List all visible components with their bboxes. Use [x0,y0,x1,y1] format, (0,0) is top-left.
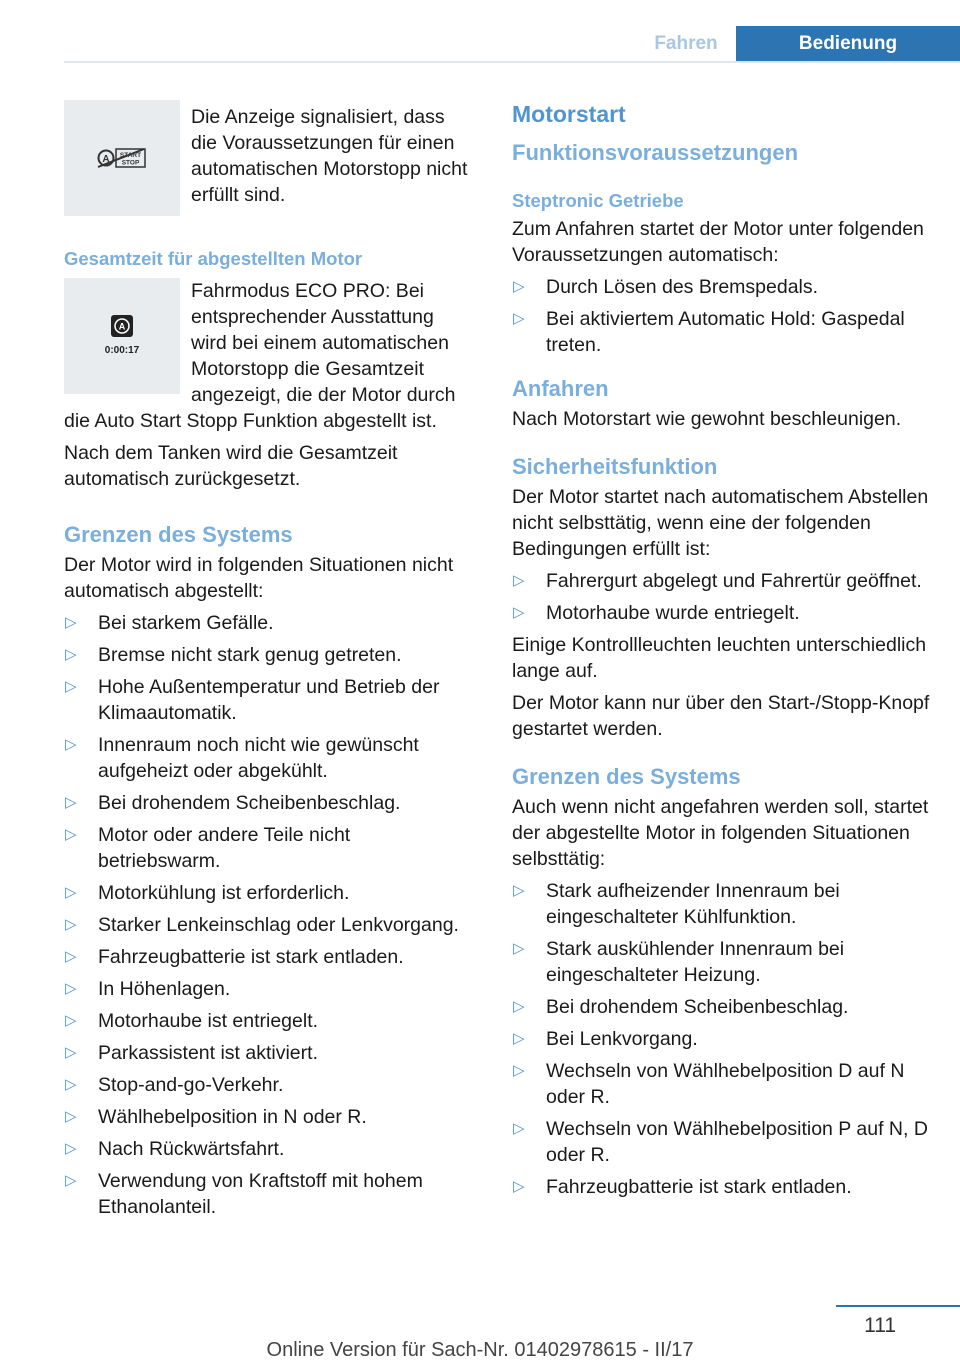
list-item: ▷ Nach Rückwärtsfahrt. [65,1138,285,1160]
list-item: ▷ Bremse nicht stark genug getreten. [65,644,402,666]
list-item: ▷ Innenraum noch nicht wie gewünscht aufgeheizt oder abgekühlt. [65,734,419,782]
bullet-arrow-icon: ▷ [65,646,77,663]
left-column [64,100,468,1226]
start-stop-crossed-icon [64,100,180,216]
svg-text:A: A [118,321,126,332]
eco-pro-description: Fahrmodus ECO PRO: Bei entsprechender Ausstattung wird bei einem automatischen Motorstopp die Gesamtzeit angezeigt, die der Motor durch die Auto Start Stopp Funktion abgestellt ist. [64,280,456,432]
grenzen-intro-left: Der Motor wird in folgenden Situationen nicht automatisch abgestellt: [64,554,454,602]
list-item: ▷ Motorhaube wurde entriegelt. [513,602,800,624]
bullet-arrow-icon: ▷ [65,980,77,997]
bullet-arrow-icon: ▷ [65,736,77,753]
safety-conditions-list [512,568,932,626]
footer-rule [836,1305,960,1307]
kontrollleuchten-paragraph: Einige Kontrollleuchten leuchten unterschiedlich lange auf. [512,634,927,682]
indicator-description: Die Anzeige signalisiert, dass die Voraussetzungen für einen automatischen Motorstopp nicht erfüllt sind. [191,106,468,206]
bullet-arrow-icon: ▷ [513,310,525,327]
heading-sicherheitsfunktion: Sicherheitsfunktion [512,454,718,479]
heading-anfahren: Anfahren [512,376,609,401]
heading-funktionsvoraussetzungen: Funktionsvoraussetzungen [512,140,799,165]
bullet-arrow-icon: ▷ [65,916,77,933]
start-stopp-knopf-paragraph: Der Motor kann nur über den Start-/Stopp-Knopf gestartet werden. [512,692,930,740]
heading-motorstart: Motorstart [512,101,626,127]
bullet-arrow-icon: ▷ [513,278,525,295]
heading-grenzen-left: Grenzen des Systems [64,522,293,547]
page-number: 111 [864,1314,896,1337]
sicherheit-paragraph: Der Motor startet nach automatischem Abstellen nicht selbsttätig, wenn eine der folgenden Bedingungen erfüllt ist: [512,486,929,560]
heading-steptronic: Steptronic Getriebe [512,190,684,211]
list-item: ▷ Fahrzeugbatterie ist stark entladen. [513,1176,852,1198]
list-item: ▷ Stop-and-go-Verkehr. [65,1074,284,1096]
tab-fahren[interactable]: Fahren [654,33,718,54]
bullet-arrow-icon: ▷ [513,572,525,589]
list-item: ▷ Stark auskühlender Innenraum bei eingeschalteter Heizung. [513,938,845,986]
list-item: ▷ Parkassistent ist aktiviert. [65,1042,318,1064]
list-item: ▷ Wechseln von Wählhebelposition D auf N oder R. [513,1060,905,1108]
start-conditions-list [512,274,932,358]
icon-label-stop: STOP [121,159,140,167]
bullet-arrow-icon: ▷ [65,1108,77,1125]
list-item: ▷ Bei starkem Gefälle. [65,612,274,634]
bullet-arrow-icon: ▷ [65,1076,77,1093]
heading-gesamtzeit: Gesamtzeit für abgestellten Motor [64,248,363,269]
list-item: ▷ Fahrzeugbatterie ist stark entladen. [65,946,404,968]
list-item: ▷ Motorkühlung ist erforderlich. [65,882,350,904]
list-item: ▷ Bei drohendem Scheibenbeschlag. [513,996,849,1018]
tab-bedienung[interactable]: Bedienung [736,26,960,61]
bullet-arrow-icon: ▷ [513,1178,525,1195]
auto-restart-list [512,878,932,1200]
list-item: ▷ Stark aufheizender Innenraum bei eingeschalteter Kühlfunktion. [513,880,840,928]
list-item: ▷ Wechseln von Wählhebelposition P auf N, D oder R. [513,1118,928,1166]
svg-text:A: A [102,154,110,165]
auto-start-stop-indicator [64,100,468,216]
list-item: ▷ Starker Lenkeinschlag oder Lenkvorgang. [65,914,459,936]
bullet-arrow-icon: ▷ [513,998,525,1015]
timer-value: 0:00:17 [104,345,140,356]
eco-pro-timer-icon [64,278,180,394]
bullet-arrow-icon: ▷ [65,1012,77,1029]
tanken-paragraph: Nach dem Tanken wird die Gesamtzeit automatisch zurückgesetzt. [64,442,398,490]
bullet-arrow-icon: ▷ [513,604,525,621]
list-item: ▷ Durch Lösen des Bremspedals. [513,276,819,298]
icon-label-start: START [119,152,142,159]
bullet-arrow-icon: ▷ [65,884,77,901]
bullet-arrow-icon: ▷ [65,794,77,811]
list-item: ▷ Motor oder andere Teile nicht betriebswarm. [65,824,351,872]
grenzen-intro-right: Auch wenn nicht angefahren werden soll, startet der abgestellte Motor in folgenden Situationen selbsttätig: [512,796,929,870]
bullet-arrow-icon: ▷ [65,614,77,631]
list-item: ▷ Wählhebelposition in N oder R. [65,1106,367,1128]
heading-grenzen-right: Grenzen des Systems [512,764,741,789]
bullet-arrow-icon: ▷ [65,948,77,965]
anfahren-paragraph: Nach Motorstart wie gewohnt beschleunigen. [512,408,902,430]
grenzen-list-left [64,610,468,1220]
list-item: ▷ Bei aktiviertem Automatic Hold: Gaspedal treten. [513,308,905,356]
list-item: ▷ Bei Lenkvorgang. [513,1028,698,1050]
bullet-arrow-icon: ▷ [65,1140,77,1157]
list-item: ▷ Verwendung von Kraftstoff mit hohem Ethanolanteil. [65,1170,423,1218]
bullet-arrow-icon: ▷ [513,1030,525,1047]
bullet-arrow-icon: ▷ [65,678,77,695]
header-rule [64,61,960,63]
bullet-arrow-icon: ▷ [513,940,525,957]
list-item: ▷ Motorhaube ist entriegelt. [65,1010,319,1032]
bullet-arrow-icon: ▷ [65,1044,77,1061]
list-item: ▷ Hohe Außentemperatur und Betrieb der Klimaautomatik. [65,676,440,724]
bullet-arrow-icon: ▷ [513,882,525,899]
bullet-arrow-icon: ▷ [513,1062,525,1079]
right-column [512,100,932,1206]
list-item: ▷ Fahrergurt abgelegt und Fahrertür geöffnet. [513,570,922,592]
eco-pro-timer-block [64,278,468,440]
bullet-arrow-icon: ▷ [65,826,77,843]
online-version-note: Online Version für Sach-Nr. 01402978615 - II/17 [266,1339,694,1361]
bullet-arrow-icon: ▷ [65,1172,77,1189]
bullet-arrow-icon: ▷ [513,1120,525,1137]
anfahren-auto-paragraph: Zum Anfahren startet der Motor unter folgenden Voraussetzungen automatisch: [512,218,924,266]
list-item: ▷ In Höhenlagen. [65,978,231,1000]
list-item: ▷ Bei drohendem Scheibenbeschlag. [65,792,401,814]
